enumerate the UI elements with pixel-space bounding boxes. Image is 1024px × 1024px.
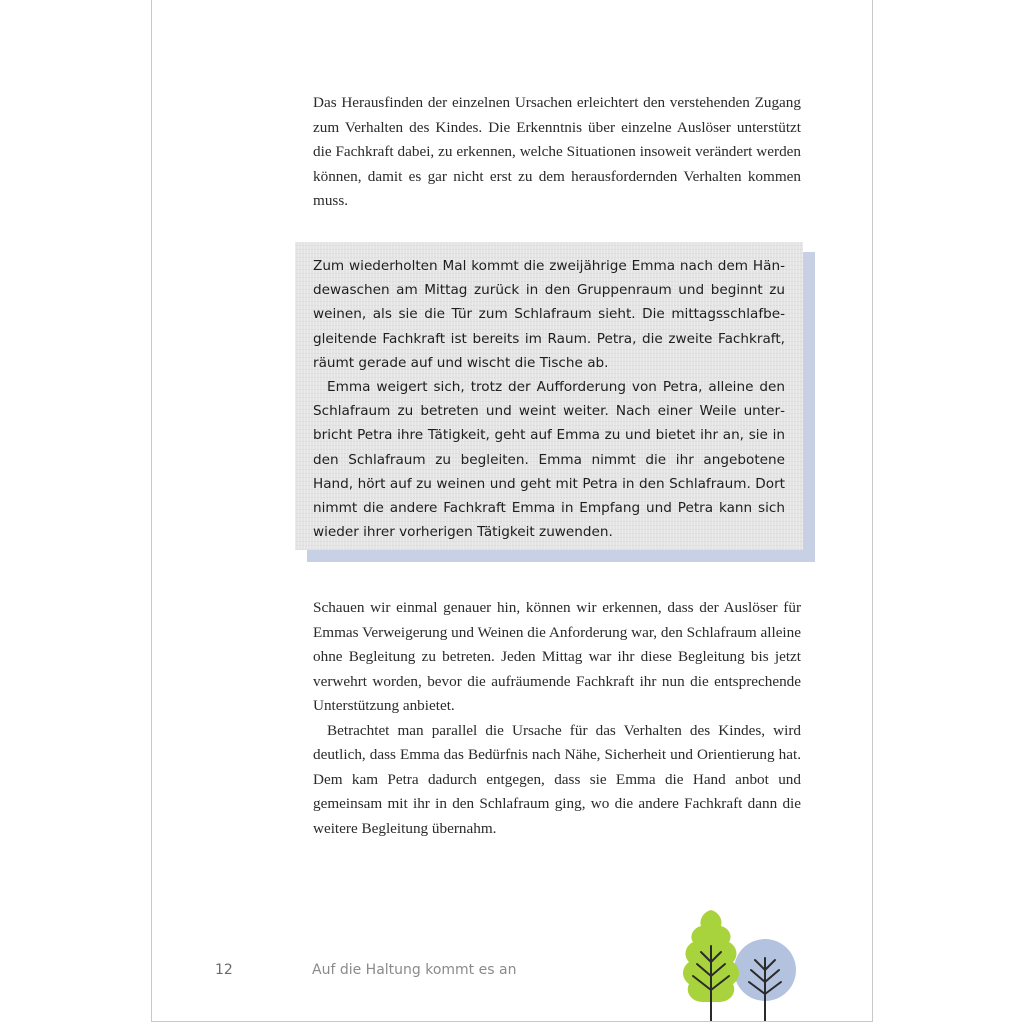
- trees-illustration: [659, 906, 799, 1022]
- green-tree-icon: [683, 910, 739, 1022]
- case-paragraph-1: Zum wiederholten Mal kommt die zweijährige Emma nach dem Händewaschen am Mittag zurück in den Gruppenraum und beginnt zu weinen, als sie die Tür zum Schlafraum sieht. Die mittagsschlafbegleitende Fachkraft ist bereits im Raum. Petra, die zweite Fachkraft, räumt gerade auf und wischt die Tische ab.: [313, 258, 785, 371]
- case-example-box: [295, 242, 815, 564]
- case-paragraph-2: Emma weigert sich, trotz der Aufforderung von Petra, alleine den Schlafraum zu betreten und weint weiter. Nach einer Weile unterbricht Petra ihre Tätigkeit, geht auf Emma zu und bietet ihr an, sie in den Schlafraum zu begleiten. Emma nimmt die ihr angebotene Hand, hört auf zu weinen und geht mit Petra in den Schlafraum. Dort nimmt die andere Fachkraft Emma in Empfang und Petra kann sich wieder ihrer vorherigen Tätigkeit zuwenden.: [313, 379, 785, 541]
- intro-section: [313, 91, 801, 214]
- book-page: [151, 0, 873, 1022]
- outro-paragraph-2: Betrachtet man parallel die Ursache für das Verhalten des Kindes, wird deutlich, dass Emma das Bedürfnis nach Nähe, Sicherheit und Orientierung hat. Dem kam Petra dadurch entgegen, dass sie Emma die Hand anbot und gemeinsam mit ihr in den Schlafraum ging, wo die andere Fachkraft dann die weitere Begleitung übernahm.: [313, 721, 801, 837]
- intro-paragraph: Das Herausfinden der einzelnen Ursachen erleichtert den verstehenden Zugang zum Verhalten des Kindes. Die Erkenntnis über einzelne Auslöser unterstützt die Fachkraft dabei, zu erkennen, welche Situationen insoweit verändert werden können, damit es gar nicht erst zu dem herausfordernden Verhalten kommen muss.: [313, 94, 801, 209]
- outro-section: [313, 596, 801, 841]
- page-number: 12: [215, 962, 233, 978]
- running-title: Auf die Haltung kommt es an: [312, 962, 517, 978]
- case-example-panel: [295, 242, 803, 550]
- outro-paragraph-1: Schauen wir einmal genauer hin, können wir erkennen, dass der Auslöser für Emmas Verweigerung und Weinen die Anforderung war, den Schlafraum alleine ohne Begleitung zu betreten. Jeden Mittag war ihr diese Begleitung bis jetzt verwehrt worden, bevor die aufräumende Fachkraft ihr nun die entsprechende Unterstützung anbietet.: [313, 599, 801, 714]
- case-example-text: [313, 254, 785, 544]
- blue-tree-icon: [734, 939, 796, 1022]
